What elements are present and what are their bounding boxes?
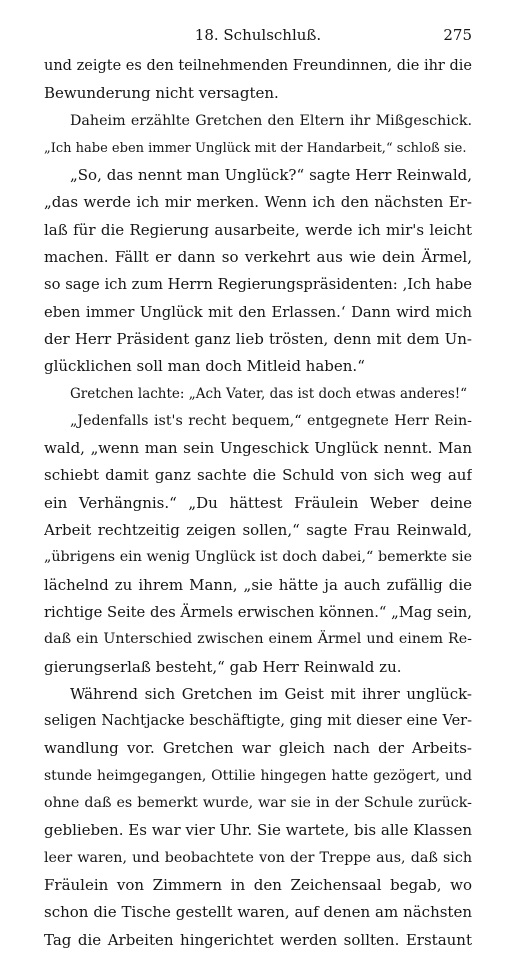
text-line: der Herr Präsident ganz lieb trösten, denn mit dem Un- — [44, 329, 472, 348]
text-line: machen. Fällt er dann so verkehrt aus wie dein Ärmel, — [44, 248, 472, 267]
text-line: „Jedenfalls ist's recht bequem,“ entgegnete Herr Rein- — [70, 412, 472, 429]
text-line: Während sich Gretchen im Geist mit ihrer unglück- — [70, 684, 472, 703]
page-number: 275 — [443, 26, 472, 44]
text-line: richtige Seite des Ärmels erwischen können.“ „Mag sein, — [44, 603, 472, 621]
text-line: leer waren, und beobachtete von der Treppe aus, daß sich — [44, 849, 472, 866]
text-line: Bewunderung nicht versagten. — [44, 84, 279, 103]
text-line: so sage ich zum Herrn Regierungspräsidenten: ‚Ich habe — [44, 276, 472, 294]
text-line: geblieben. Es war vier Uhr. Sie wartete, bis alle Klassen — [44, 821, 472, 840]
text-line: lächelnd zu ihrem Mann, „sie hätte ja auch zufällig die — [44, 575, 472, 594]
chapter-title: 18. Schulschluß. — [194, 26, 322, 44]
text-line: glücklichen soll man doch Mitleid haben.“ — [44, 357, 365, 376]
text-line: daß ein Unterschied zwischen einem Ärmel und einem Re- — [44, 631, 472, 648]
text-line: „das werde ich mir merken. Wenn ich den nächsten Er- — [44, 193, 472, 212]
text-line: wandlung vor. Gretchen war gleich nach der Arbeits- — [44, 739, 472, 758]
text-line: ein Verhängnis.“ „Du hättest Fräulein Weber deine — [44, 493, 472, 512]
text-line: und zeigte es den teilnehmenden Freundinnen, die ihr die — [44, 58, 472, 74]
text-line: laß für die Regierung ausarbeite, werde ich mir's leicht — [44, 220, 472, 239]
text-line: Arbeit rechtzeitig zeigen sollen,“ sagte Frau Reinwald, — [44, 521, 472, 540]
text-line: seligen Nachtjacke beschäftigte, ging mit dieser eine Ver- — [44, 713, 472, 730]
text-line: gierungserlaß besteht,“ gab Herr Reinwald zu. — [44, 657, 402, 676]
text-line: schiebt damit ganz sachte die Schuld von sich weg auf — [44, 466, 472, 485]
text-line: „So, das nennt man Unglück?“ sagte Herr Reinwald, — [70, 166, 472, 185]
text-line: „Ich habe eben immer Unglück mit der Handarbeit,“ schloß sie. — [44, 140, 467, 156]
text-line: schon die Tische gestellt waren, auf denen am nächsten — [44, 903, 472, 922]
text-line: Tag die Arbeiten hingerichtet werden sollten. Erstaunt — [44, 930, 472, 949]
text-line: wald, „wenn man sein Ungeschick Unglück nennt. Man — [44, 439, 472, 458]
text-line: Daheim erzählte Gretchen den Eltern ihr Mißgeschick. — [70, 112, 472, 129]
text-line: stunde heimgegangen, Ottilie hingegen hatte gezögert, und — [44, 767, 472, 784]
body-text — [44, 53, 472, 954]
text-line: Fräulein von Zimmern in den Zeichensaal begab, wo — [44, 875, 472, 894]
text-line: ohne daß es bemerkt wurde, war sie in der Schule zurück- — [44, 795, 472, 812]
text-line: Gretchen lachte: „Ach Vater, das ist doch etwas anderes!“ — [70, 385, 468, 402]
text-line: „übrigens ein wenig Unglück ist doch dabei,“ bemerkte sie — [44, 549, 472, 566]
text-line: eben immer Unglück mit den Erlassen.‘ Dann wird mich — [44, 303, 472, 321]
running-header — [44, 24, 472, 46]
